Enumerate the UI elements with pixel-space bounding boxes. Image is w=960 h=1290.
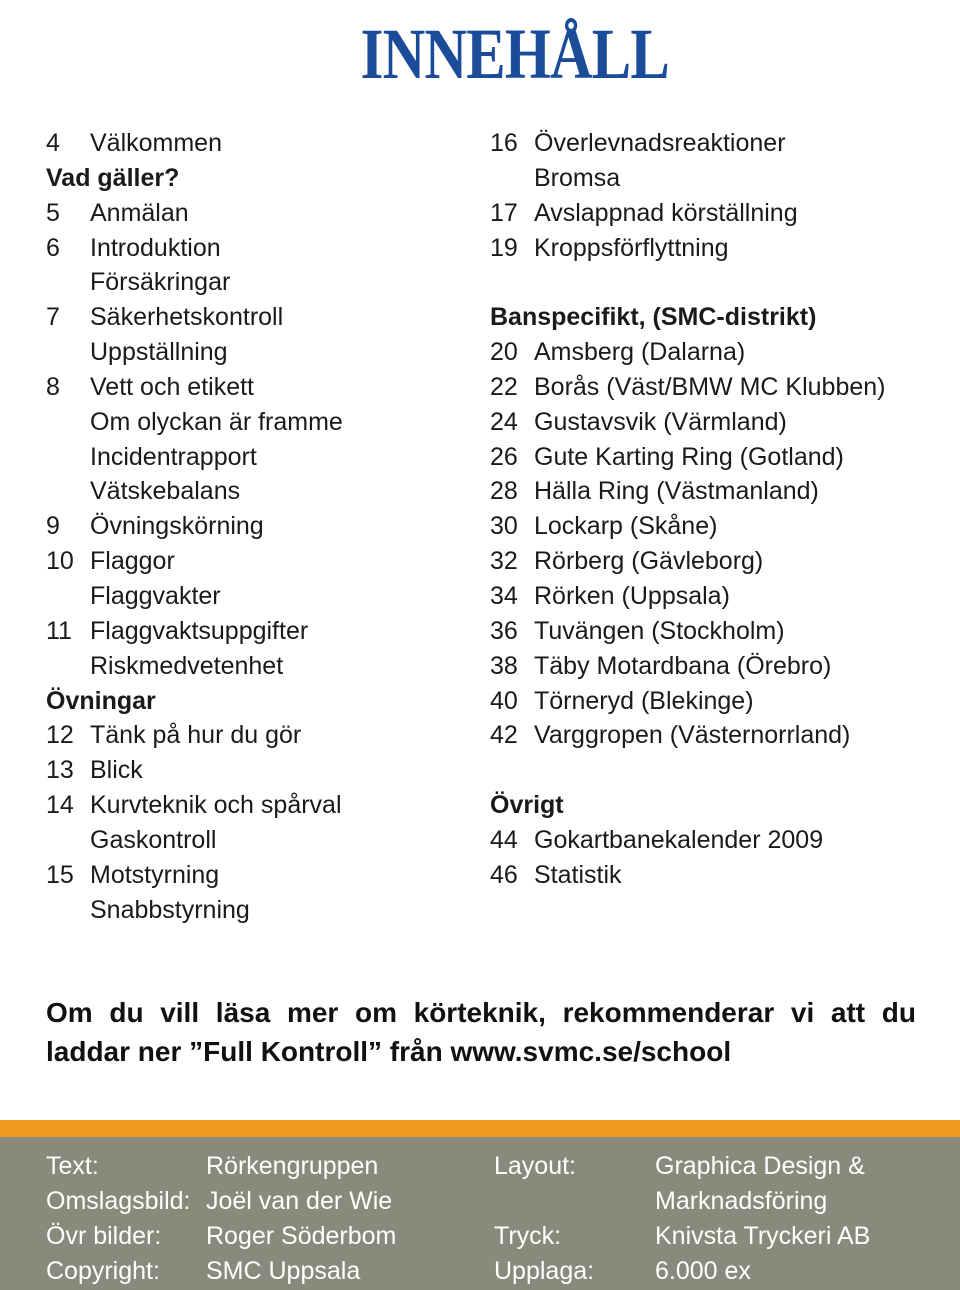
toc-entry (46, 753, 466, 788)
toc-page-number: 9 (46, 512, 60, 541)
toc-entry (490, 196, 950, 231)
toc-page-number: 14 (46, 791, 74, 820)
toc-page-number: 28 (490, 477, 518, 506)
toc-page-number: 34 (490, 581, 518, 610)
toc-entry (490, 440, 950, 475)
toc-entry (46, 893, 466, 928)
toc-entry-title: Blick (90, 756, 143, 785)
toc-page-number: 24 (490, 407, 518, 436)
toc-entry-title: Lockarp (Skåne) (534, 512, 718, 541)
toc-entry (490, 126, 950, 161)
toc-page-number (46, 335, 90, 370)
toc-section-heading (46, 684, 466, 719)
toc-entry-title: Introduktion (90, 233, 221, 262)
toc-entry (46, 614, 466, 649)
toc-page-number: 4 (46, 129, 60, 157)
toc-entry (46, 370, 466, 405)
credit-text-value: Rörkengruppen (206, 1152, 379, 1180)
toc-entry-title: Anmälan (90, 198, 189, 227)
toc-entry (490, 231, 950, 266)
orange-divider (0, 1120, 960, 1137)
toc-entry (490, 649, 950, 684)
toc-page-number (46, 405, 90, 440)
toc-page-number (46, 265, 90, 300)
toc-entry-title: Tänk på hur du gör (90, 721, 302, 750)
toc-entry-title: Riskmedvetenhet (90, 651, 284, 680)
toc-entry (46, 126, 466, 161)
toc-entry (46, 544, 466, 579)
toc-entry (490, 161, 950, 196)
toc-page-number (46, 440, 90, 475)
toc-page-number (46, 823, 90, 858)
toc-page-number: 11 (46, 616, 72, 645)
toc-entry-title: Vätskebalans (90, 477, 241, 506)
toc-entry-title: Gute Karting Ring (Gotland) (534, 442, 844, 471)
credit-layout-value-2: Marknadsföring (655, 1187, 828, 1215)
toc-entry-title: Säkerhetskontroll (90, 303, 284, 332)
toc-entry (46, 196, 466, 231)
toc-entry-title: Gustavsvik (Värmland) (534, 407, 787, 436)
toc-page-number: 22 (490, 372, 518, 401)
toc-page-number (46, 579, 90, 614)
toc-page-number: 40 (490, 686, 518, 715)
toc-page-number: 12 (46, 721, 74, 750)
toc-entry-title: Övningskörning (90, 512, 264, 541)
toc-entry (490, 544, 950, 579)
toc-page-number: 15 (46, 860, 74, 889)
toc-entry-title: Täby Motardbana (Örebro) (534, 651, 832, 680)
toc-entry-title: Överlevnadsreaktioner (534, 129, 786, 157)
toc-entry-title: Bromsa (534, 163, 621, 192)
toc-entry (46, 231, 466, 266)
credit-photos-label: Övr bilder: (46, 1222, 162, 1250)
toc-entry (490, 474, 950, 509)
toc-page-number: 20 (490, 338, 518, 367)
toc-entry-title: Motstyrning (90, 860, 220, 889)
toc-page-number: 36 (490, 616, 518, 645)
toc-entry (46, 405, 466, 440)
toc-entry (46, 335, 466, 370)
toc-left-column (46, 126, 466, 927)
credit-layout-value-1: Graphica Design & (655, 1152, 865, 1180)
toc-entry-title: Kroppsförflyttning (534, 233, 729, 262)
toc-spacer (490, 753, 950, 788)
toc-entry-title: Avslappnad körställning (534, 198, 798, 227)
toc-heading-text: Övrigt (490, 791, 564, 820)
toc-page-number: 32 (490, 547, 518, 576)
toc-heading-text: Vad gäller? (46, 163, 180, 192)
toc-entry (46, 788, 466, 823)
toc-page-number: 44 (490, 825, 518, 854)
toc-entry-title: Törneryd (Blekinge) (534, 686, 754, 715)
toc-entry-title: Försäkringar (90, 268, 231, 297)
toc-entry-title: Flaggvaktsuppgifter (90, 616, 309, 645)
toc-entry (46, 858, 466, 893)
toc-entry (46, 579, 466, 614)
credit-text-label: Text: (46, 1152, 99, 1180)
toc-entry-title: Vett och etikett (90, 372, 254, 401)
credit-cover-label: Omslagsbild: (46, 1187, 191, 1215)
toc-entry (490, 858, 950, 893)
toc-page-number: 16 (490, 129, 518, 157)
toc-page-number: 17 (490, 198, 518, 227)
toc-entry (490, 405, 950, 440)
credit-layout-label: Layout: (494, 1152, 577, 1180)
toc-entry (490, 718, 950, 753)
toc-entry (490, 684, 950, 719)
toc-heading-text: Banspecifikt, (SMC-distrikt) (490, 303, 817, 332)
toc-entry (46, 300, 466, 335)
toc-entry-title: Rörken (Uppsala) (534, 581, 730, 610)
toc-entry (490, 614, 950, 649)
toc-entry-title: Välkommen (90, 129, 222, 157)
toc-page-number: 38 (490, 651, 518, 680)
toc-entry (490, 823, 950, 858)
toc-entry-title: Gaskontroll (90, 825, 217, 854)
toc-entry-title: Incidentrapport (90, 442, 257, 471)
toc-page-number: 10 (46, 547, 74, 576)
toc-entry-title: Statistik (534, 860, 622, 889)
toc-entry-title: Kurvteknik och spårval (90, 791, 342, 820)
toc-right-column (490, 126, 950, 893)
toc-section-heading (490, 300, 950, 335)
toc-entry (46, 440, 466, 475)
credit-photos-value: Roger Söderbom (206, 1222, 397, 1250)
toc-entry-title: Hälla Ring (Västmanland) (534, 477, 819, 506)
toc-page-number: 6 (46, 233, 60, 262)
toc-entry-title: Uppställning (90, 338, 228, 367)
toc-entry (46, 823, 466, 858)
credit-copyright-value: SMC Uppsala (206, 1257, 361, 1285)
toc-page-number: 42 (490, 721, 518, 750)
toc-page-number (46, 893, 90, 928)
toc-page-number (46, 649, 90, 684)
toc-entry-title: Borås (Väst/BMW MC Klubben) (534, 372, 886, 401)
credit-cover-value: Joël van der Wie (206, 1187, 393, 1215)
toc-entry (490, 579, 950, 614)
toc-page-number: 26 (490, 442, 518, 471)
toc-entry-title: Amsberg (Dalarna) (534, 338, 746, 367)
toc-heading-text: Övningar (46, 686, 156, 715)
toc-page-number: 19 (490, 233, 518, 262)
credit-copyright-label: Copyright: (46, 1257, 160, 1285)
toc-entry-title: Flaggor (90, 547, 175, 576)
toc-page-number: 7 (46, 303, 60, 332)
toc-entry (490, 370, 950, 405)
credit-run-value: 6.000 ex (655, 1257, 751, 1285)
toc-entry-title: Om olyckan är framme (90, 407, 343, 436)
toc-entry-title: Flaggvakter (90, 581, 221, 610)
toc-page-number (490, 161, 534, 196)
credit-run-label: Upplaga: (494, 1257, 595, 1285)
toc-entry-title: Varggropen (Västernorrland) (534, 721, 851, 750)
toc-section-heading (490, 788, 950, 823)
toc-entry-title: Rörberg (Gävleborg) (534, 547, 764, 576)
toc-entry (46, 509, 466, 544)
toc-entry-title: Gokartbanekalender 2009 (534, 825, 824, 854)
toc-entry (490, 509, 950, 544)
toc-entry (490, 335, 950, 370)
toc-entry (46, 718, 466, 753)
toc-entry (46, 649, 466, 684)
toc-page-number: 8 (46, 372, 60, 401)
toc-entry-title: Snabbstyrning (90, 895, 250, 924)
toc-page-number (46, 474, 90, 509)
toc-spacer (490, 265, 950, 300)
toc-section-heading (46, 161, 466, 196)
reading-tip: Om du vill läsa mer om körteknik, rekommenderar vi att du laddar ner ”Full Kontroll” från www.svmc.se/school (46, 997, 916, 1067)
credit-print-label: Tryck: (494, 1222, 562, 1250)
credit-print-value: Knivsta Tryckeri AB (655, 1222, 871, 1250)
toc-entry (46, 265, 466, 300)
page-title: INNEHÅLL (360, 14, 669, 94)
toc-page-number: 13 (46, 756, 74, 785)
credits-footer (0, 1137, 960, 1290)
toc-entry-title: Tuvängen (Stockholm) (534, 616, 785, 645)
toc-page-number: 46 (490, 860, 518, 889)
toc-entry (46, 474, 466, 509)
toc-page-number: 30 (490, 512, 518, 541)
toc-page-number: 5 (46, 198, 60, 227)
